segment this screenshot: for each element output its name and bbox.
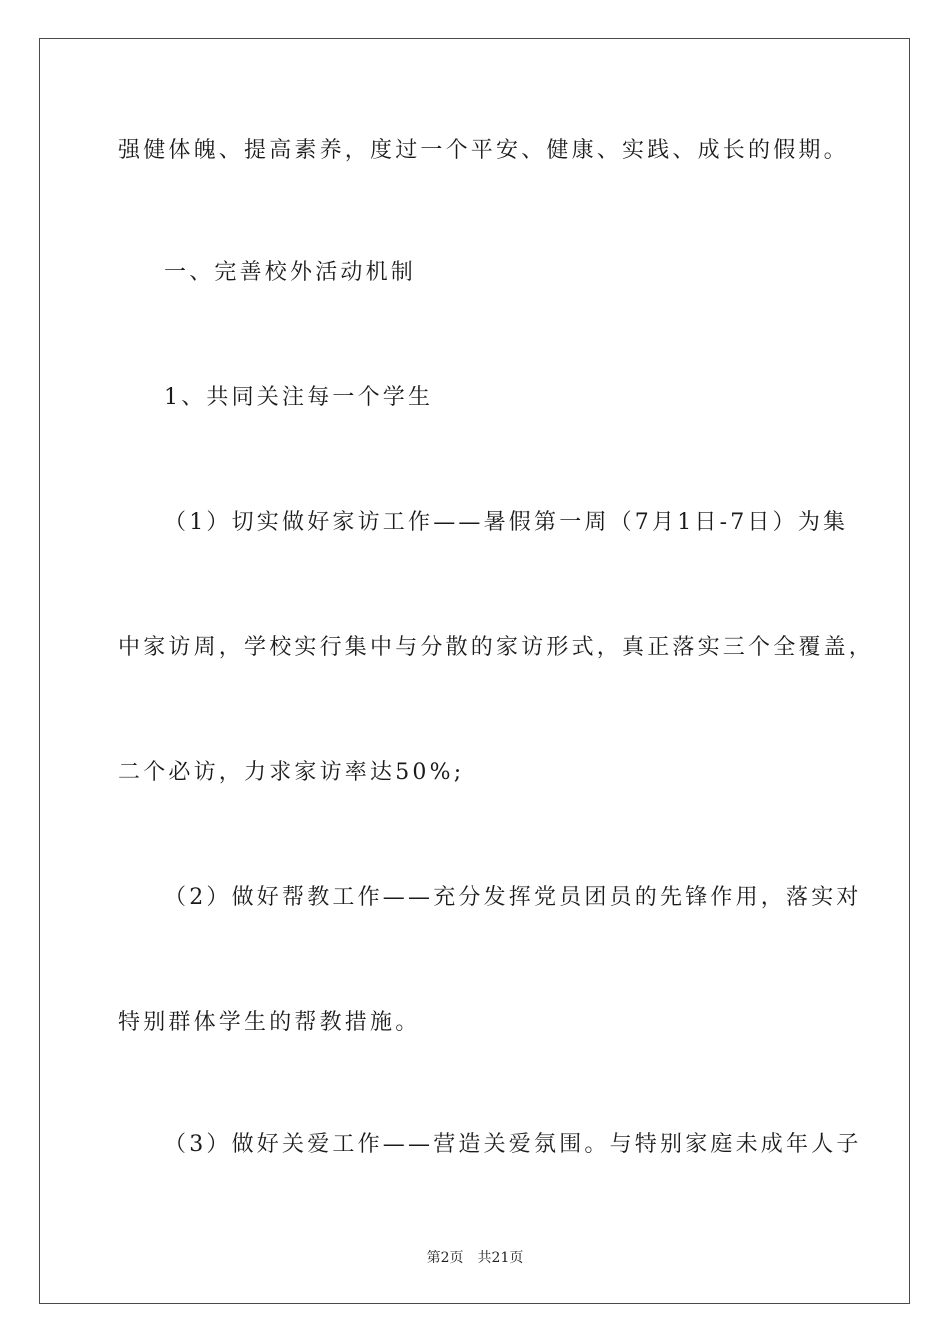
page-footer bbox=[0, 1247, 950, 1267]
total-pages: 共21页 bbox=[477, 1250, 524, 1266]
paragraph-line-5: 中家访周，学校实行集中与分散的家访形式，真正落实三个全覆盖， bbox=[118, 635, 875, 660]
subsection-heading: 1、共同关注每一个学生 bbox=[164, 385, 434, 410]
page-number: 第2页 bbox=[426, 1250, 464, 1266]
paragraph-line-9: （3）做好关爱工作——营造关爱氛围。与特别家庭未成年人子 bbox=[164, 1132, 862, 1157]
page-border bbox=[39, 38, 910, 1304]
section-heading: 一、完善校外活动机制 bbox=[164, 260, 417, 285]
paragraph-line-4: （1）切实做好家访工作——暑假第一周（7月1日-7日）为集 bbox=[164, 510, 849, 535]
paragraph-line-1: 强健体魄、提高素养，度过一个平安、健康、实践、成长的假期。 bbox=[118, 138, 849, 163]
paragraph-line-7: （2）做好帮教工作——充分发挥党员团员的先锋作用，落实对 bbox=[164, 885, 862, 910]
paragraph-line-8: 特别群体学生的帮教措施。 bbox=[118, 1010, 421, 1035]
paragraph-line-6: 二个必访，力求家访率达50%; bbox=[118, 760, 465, 785]
